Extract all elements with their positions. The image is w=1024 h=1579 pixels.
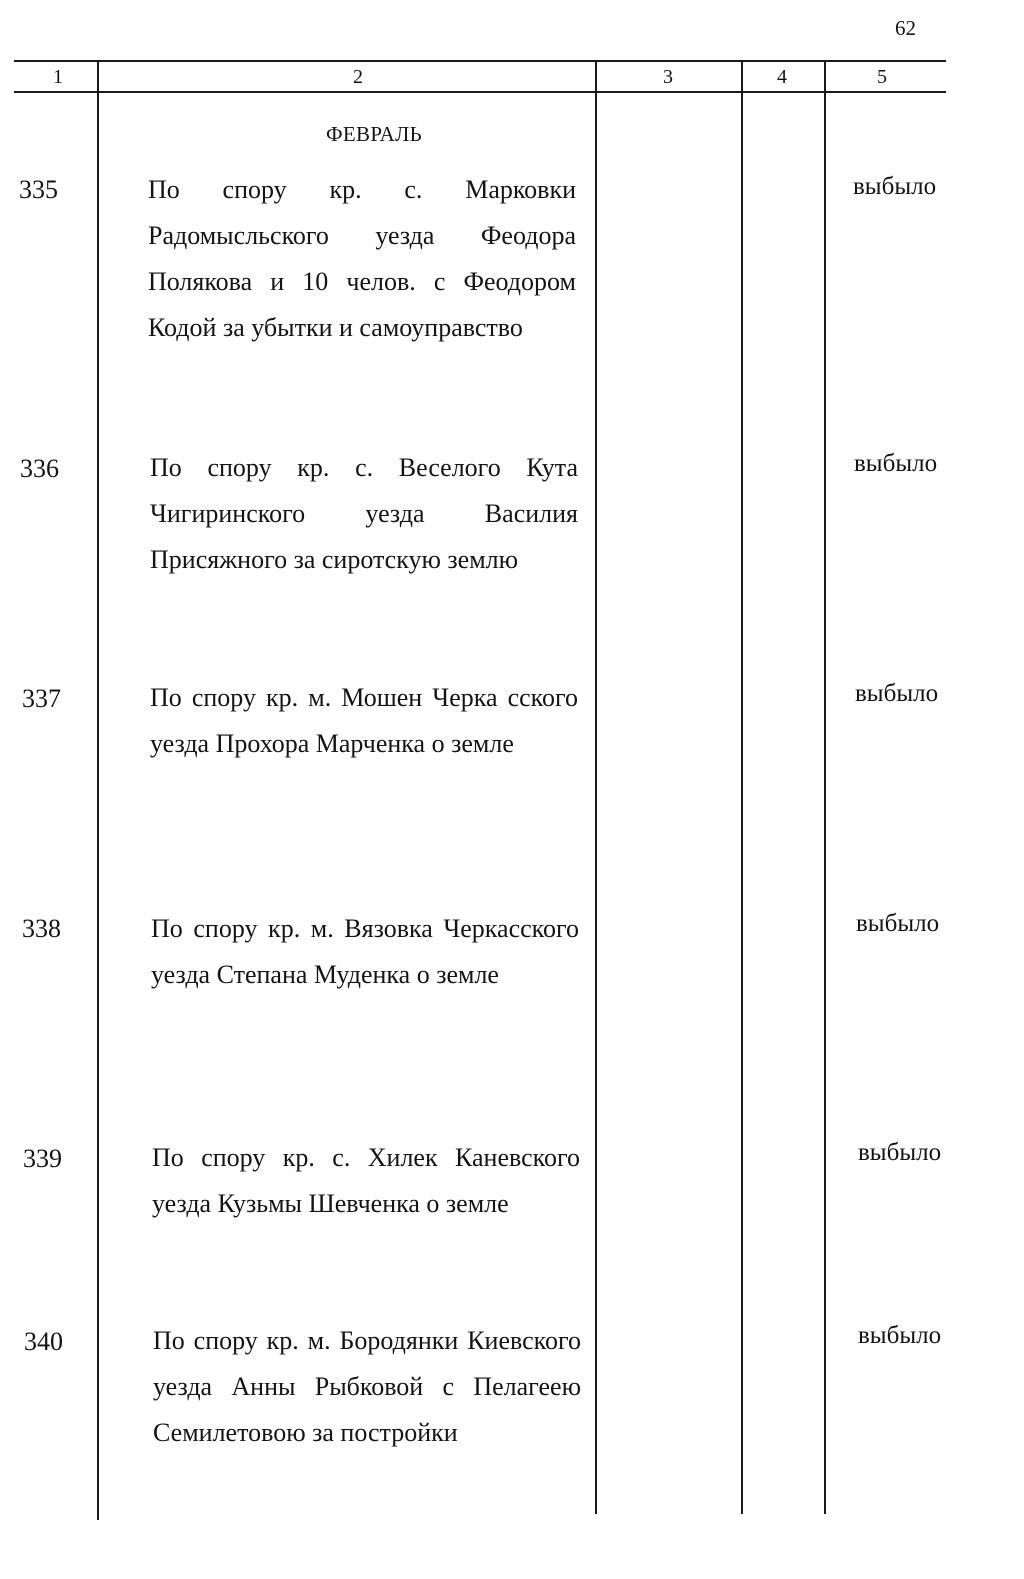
month-heading: ФЕВРАЛЬ [326,122,422,146]
entry-description: По спору кр. с. Хилек Каневского уезда Кузьмы Шевченка о земле [152,1143,580,1218]
header-bottom-rule [14,91,946,93]
column-header-1: 1 [53,66,63,88]
column-divider-3 [741,62,743,1514]
entry-status: выбыло [858,1139,942,1166]
entry-status: выбыло [856,910,940,937]
entry-number: 339 [23,1144,62,1173]
entry-status: выбыло [858,1322,942,1349]
entry-status: выбыло [855,680,939,707]
entry-number: 340 [24,1327,63,1356]
entry-description: По спору кр. с. Марковки Радомысльского уезда Феодора Полякова и 10 челов. с Феодором Кодой за убытки и самоуправство [148,175,576,342]
column-divider-4 [824,62,826,1514]
entry-description: По спору кр. с. Веселого Кута Чигиринского уезда Василия Присяжного за сиротскую землю [150,453,578,574]
column-header-2: 2 [353,66,363,88]
column-header-5: 5 [877,66,887,88]
column-divider-2 [595,62,597,1514]
entry-number: 338 [22,914,61,943]
entry-description: По спору кр. м. Вязовка Черкасского уезда Степана Муденка о земле [151,914,579,989]
column-header-4: 4 [777,66,787,88]
entry-number: 336 [20,454,59,483]
page-number: 62 [895,16,916,40]
entry-number: 337 [22,684,61,713]
entry-description: По спору кр. м. Мошен Черка сского уезда Прохора Марченка о земле [150,683,578,758]
entry-description: По спору кр. м. Бородянки Киевского уезда Анны Рыбковой с Пелагеею Семилетовою за постройки [153,1326,581,1447]
entry-number: 335 [19,175,58,204]
column-divider-1 [97,62,99,1520]
column-header-3: 3 [663,66,673,88]
entry-status: выбыло [854,450,938,477]
entry-status: выбыло [853,173,937,200]
header-top-rule [14,60,946,62]
